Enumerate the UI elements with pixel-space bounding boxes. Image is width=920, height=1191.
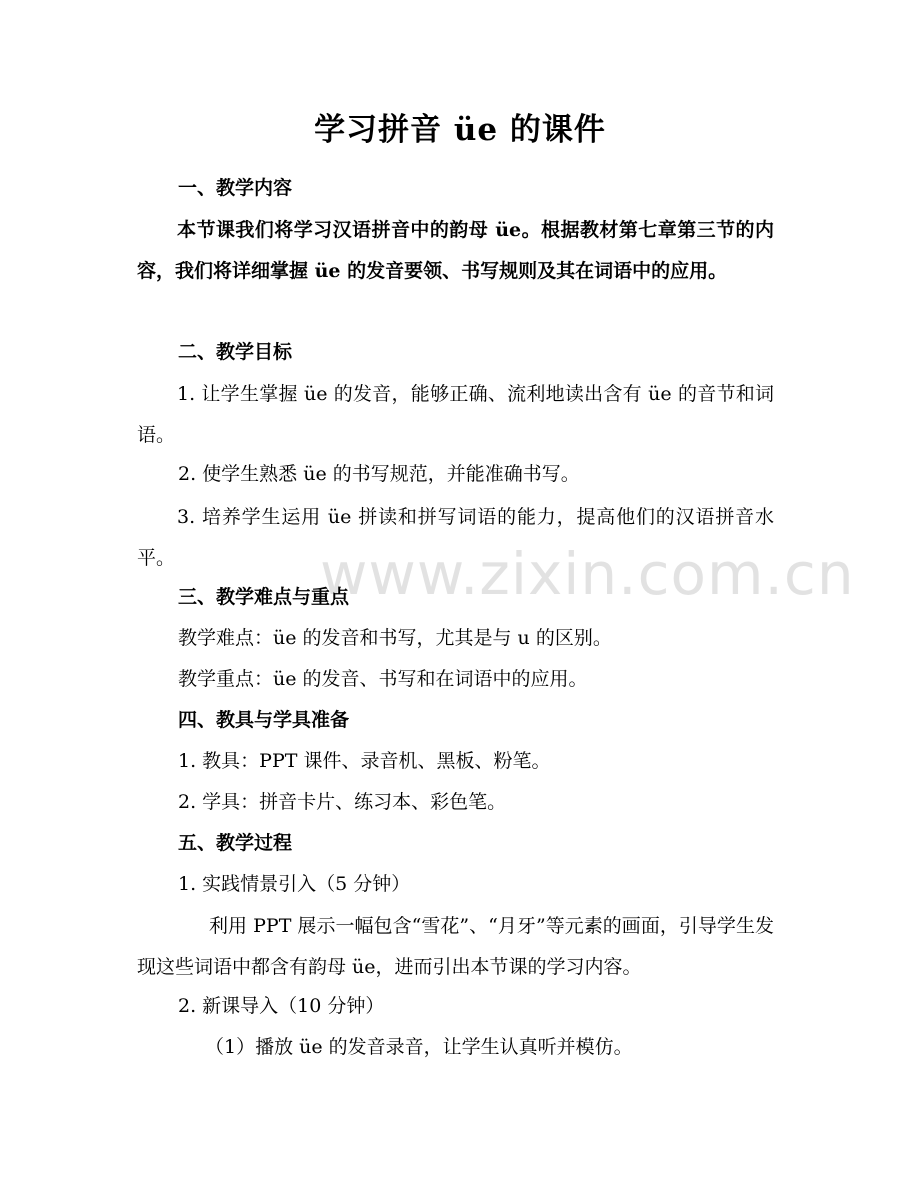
goal-item-2: 2. 使学生熟悉 üe 的书写规范，并能准确书写。 xyxy=(178,463,580,485)
difficulty-text: 教学难点：üe 的发音和书写，尤其是与 u 的区别。 xyxy=(178,627,612,649)
key-point-text: 教学重点：üe 的发音、书写和在词语中的应用。 xyxy=(178,668,588,690)
tools-item-2: 2. 学具：拼音卡片、练习本、彩色笔。 xyxy=(178,791,507,813)
content-paragraph: 本节课我们将学习汉语拼音中的韵母 üe。根据教材第七章第三节的内容，我们将详细掌握 üe 的发音要领、书写规则及其在词语中的应用。 xyxy=(137,219,774,282)
process-step-1-text: 利用 PPT 展示一幅包含“雪花”、“月牙”等元素的画面，引导学生发现这些词语中都含有韵母 üe，进而引出本节课的学习内容。 xyxy=(137,915,774,978)
goal-item-1: 1. 让学生掌握 üe 的发音，能够正确、流利地读出含有 üe 的音节和词语。 xyxy=(137,383,774,446)
document-title: 学习拼音 üe 的课件 xyxy=(314,112,606,148)
process-step-1-title: 1. 实践情景引入（5 分钟） xyxy=(178,873,411,895)
section-heading-content: 一、教学内容 xyxy=(178,177,293,199)
process-step-2-sub-1: （1）播放 üe 的发音录音，让学生认真听并模仿。 xyxy=(205,1036,633,1058)
section-heading-goals: 二、教学目标 xyxy=(178,341,293,363)
tools-item-1: 1. 教具：PPT 课件、录音机、黑板、粉笔。 xyxy=(178,750,551,772)
section-heading-tools: 四、教具与学具准备 xyxy=(178,709,350,731)
section-heading-process: 五、教学过程 xyxy=(178,832,293,854)
section-heading-difficulties: 三、教学难点与重点 xyxy=(178,586,350,608)
goal-item-3: 3. 培养学生运用 üe 拼读和拼写词语的能力，提高他们的汉语拼音水平。 xyxy=(137,506,774,569)
process-step-2-title: 2. 新课导入（10 分钟） xyxy=(178,995,385,1017)
watermark: www.zixin.com.cn xyxy=(320,540,855,608)
